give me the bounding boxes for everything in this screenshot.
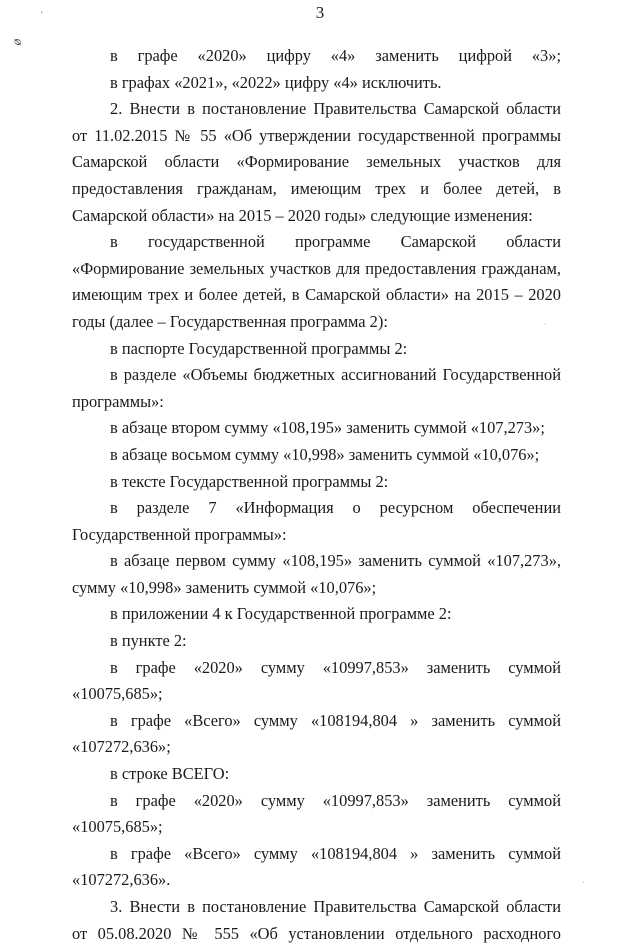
paragraph-2: в графах «2021», «2022» цифру «4» исключить. <box>110 72 442 92</box>
paragraph-6: в разделе «Объемы бюджетных ассигнований Государственной программы»: <box>72 365 561 411</box>
paragraph-3: 2. Внести в постановление Правительства Самарской области от 11.02.2015 № 55 «Об утверждении государственной программы Самарской области «Формирование земельных участков для предоставления гражданам, имеющим трех и более детей, в Самарской области» на 2015 – 2020 годы» следующие изменения: <box>72 99 561 225</box>
paragraph-16: в строке ВСЕГО: <box>110 764 230 784</box>
page-number: 3 <box>315 3 325 22</box>
paragraph-5: в паспорте Государственной программы 2: <box>110 338 408 358</box>
paragraph-17: в графе «2020» сумму «10997,853» заменить суммой «10075,685»; <box>72 790 561 837</box>
paragraph-1: в графе «2020» цифру «4» заменить цифрой «3»; <box>110 46 561 65</box>
paragraph-8: в абзаце восьмом сумму «10,998» заменить суммой «10,076»; <box>110 444 540 464</box>
scan-speck: · <box>544 320 547 329</box>
scan-speck: · <box>582 878 585 887</box>
paragraph-15: в графе «Всего» сумму «108194,804 » заменить суммой «107272,636»; <box>72 710 561 757</box>
paragraph-10: в разделе 7 «Информация о ресурсном обеспечении Государственной программы»: <box>72 498 561 544</box>
paragraph-11: в абзаце первом сумму «108,195» заменить суммой «107,273», сумму «10,998» заменить суммой «10,076»; <box>72 551 561 597</box>
paragraph-7: в абзаце втором сумму «108,195» заменить суммой «107,273»; <box>110 418 545 438</box>
margin-handwritten-mark: ᴓ <box>14 33 22 48</box>
paragraph-4: в государственной программе Самарской области «Формирование земельных участков для предоставления гражданам, имеющим трех и более детей, в Самарской области» на 2015 – 2020 годы (далее – Государственная программа 2): <box>72 232 561 331</box>
paragraph-12: в приложении 4 к Государственной программе 2: <box>110 604 452 624</box>
paragraph-19: 3. Внести в постановление Правительства Самарской области от 05.08.2020 № 555 «Об установлении отдельного расходного <box>72 897 561 943</box>
paragraph-14: в графе «2020» сумму «10997,853» заменить суммой «10075,685»; <box>72 657 561 704</box>
margin-tick-mark: ' <box>41 10 43 20</box>
document-body <box>72 43 561 947</box>
paragraph-18: в графе «Всего» сумму «108194,804 » заменить суммой «107272,636». <box>72 843 561 890</box>
paragraph-9: в тексте Государственной программы 2: <box>110 471 389 491</box>
paragraph-13: в пункте 2: <box>110 631 187 651</box>
